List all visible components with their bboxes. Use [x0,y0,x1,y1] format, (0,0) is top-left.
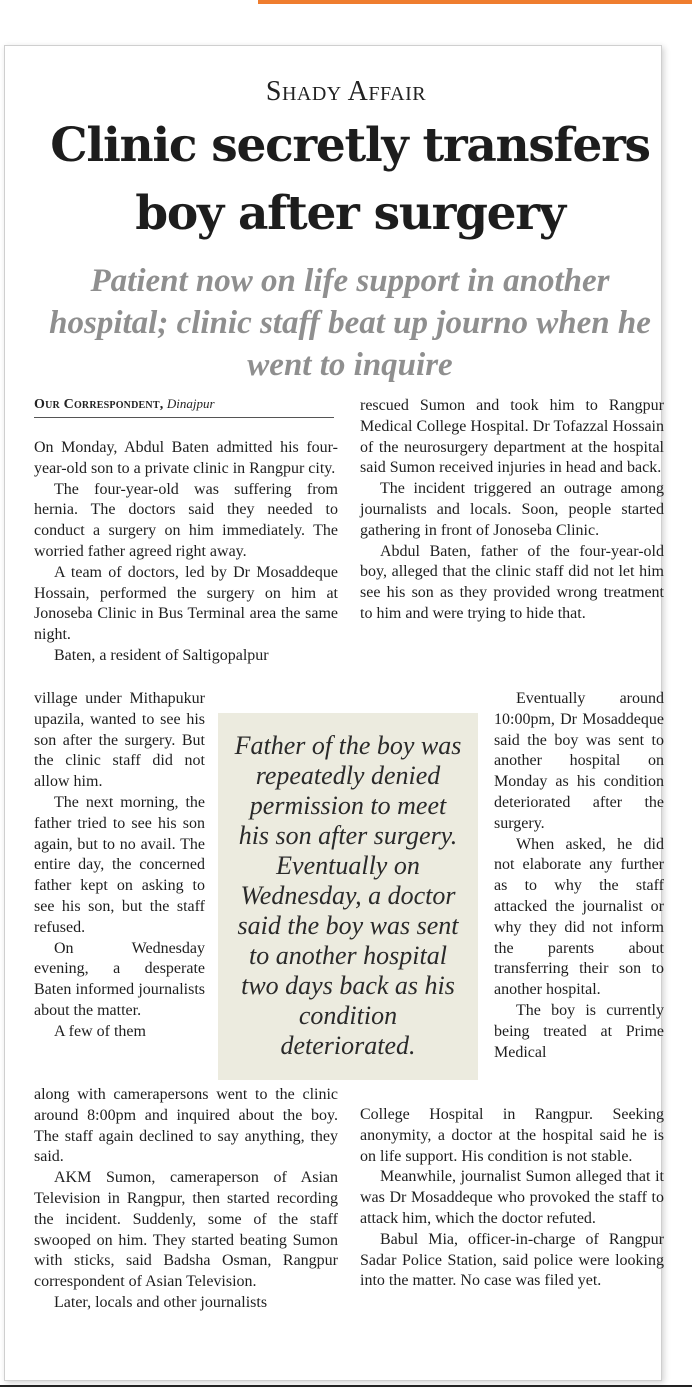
paragraph: Eventually around 10:00pm, Dr Mosaddeque said the boy was sent to another hospital on Monday as his condition deteriorated after the surgery. [494,690,664,832]
byline-location: Dinajpur [166,396,215,411]
paragraph: A few of them [54,1022,146,1040]
kicker [0,76,692,108]
pull-quote: Father of the boy was repeatedly denied permission to meet his son after surgery. Eventually on Wednesday, a doctor said the boy was sent to another hospital two days back as his condition deteriorated. [218,713,478,1080]
paragraph: On Monday, Abdul Baten admitted his four-year-old son to a private clinic in Rangpur city. [34,439,338,477]
paragraph: Meanwhile, journalist Sumon alleged that it was Dr Mosaddeque who provoked the staff to attack him, which the doctor refuted. [360,1168,664,1227]
paragraph: On Wednesday evening, a desperate Baten informed journalists about the matter. [34,939,205,1019]
paragraph: Abdul Baten, father of the four-year-old boy, alleged that the clinic staff did not let him see his son as they provided wrong treatment to him and were trying to hide that. [360,542,664,622]
paragraph: rescued Sumon and took him to Rangpur Medical College Hospital. Dr Tofazzal Hossain of the neurosurgery department at the hospital said Sumon received injuries in head and back. [360,397,664,477]
paragraph: along with camerapersons went to the clinic around 8:00pm and inquired about the boy. The staff again declined to say anything, they said. [34,1086,338,1166]
paragraph: Babul Mia, officer-in-charge of Rangpur Sadar Police Station, said police were looking into the matter. No case was filed yet. [360,1230,664,1290]
paragraph: The boy is currently being treated at Prime Medical [494,1001,664,1061]
paragraph: When asked, he did not elaborate any further as to why the staff attacked the journalist or why they did not inform the parents about transferring their son to another hospital. [494,835,664,999]
paragraph: village under Mithapukur upazila, wanted to see his son after the surgery. But the clinic staff did not allow him. [34,690,205,791]
kicker-text: Shady Affair [265,76,427,107]
article-column-1-top [34,438,338,667]
paragraph: The four-year-old was suffering from hernia. The doctors said they needed to conduct a surgery on him immediately. The worried father agreed right away. [34,480,338,560]
accent-bar [258,0,692,4]
paragraph: AKM Sumon, cameraperson of Asian Television in Rangpur, then started recording the incident. Suddenly, some of the staff swooped on him. They started beating Sumon with sticks, said Badsha Osman, Rangpur correspondent of Asian Television. [34,1169,338,1291]
bottom-rule [0,1385,692,1387]
paragraph: Baten, a resident of Saltigopalpur [54,646,269,664]
byline-author: Our Correspondent, [34,397,164,412]
byline [34,396,334,418]
article-column-2-top [360,396,664,625]
article-column-1-narrow [34,689,205,1043]
paragraph: The incident triggered an outrage among journalists and locals. Soon, people started gathering in front of Jonoseba Clinic. [360,480,664,539]
paragraph: The next morning, the father tried to see his son again, but to no avail. The entire day, the concerned father kept on asking to see his son, but the staff refused. [34,793,205,936]
subhead: Patient now on life support in another hospital; clinic staff beat up journo when he went to inquire [49,263,651,383]
headline: Clinic secretly transfers boy after surgery [50,118,650,241]
article-column-2-bottom [360,1105,664,1292]
paragraph: Later, locals and other journalists [54,1293,268,1311]
paragraph: College Hospital in Rangpur. Seeking anonymity, a doctor at the hospital said he is on life support. His condition is not stable. [360,1106,664,1165]
paragraph: A team of doctors, led by Dr Mosaddeque Hossain, performed the surgery on him at Jonoseba Clinic in Bus Terminal area the same night. [34,563,338,644]
article-column-1-bottom [34,1085,338,1314]
article-column-2-narrow [494,689,664,1063]
